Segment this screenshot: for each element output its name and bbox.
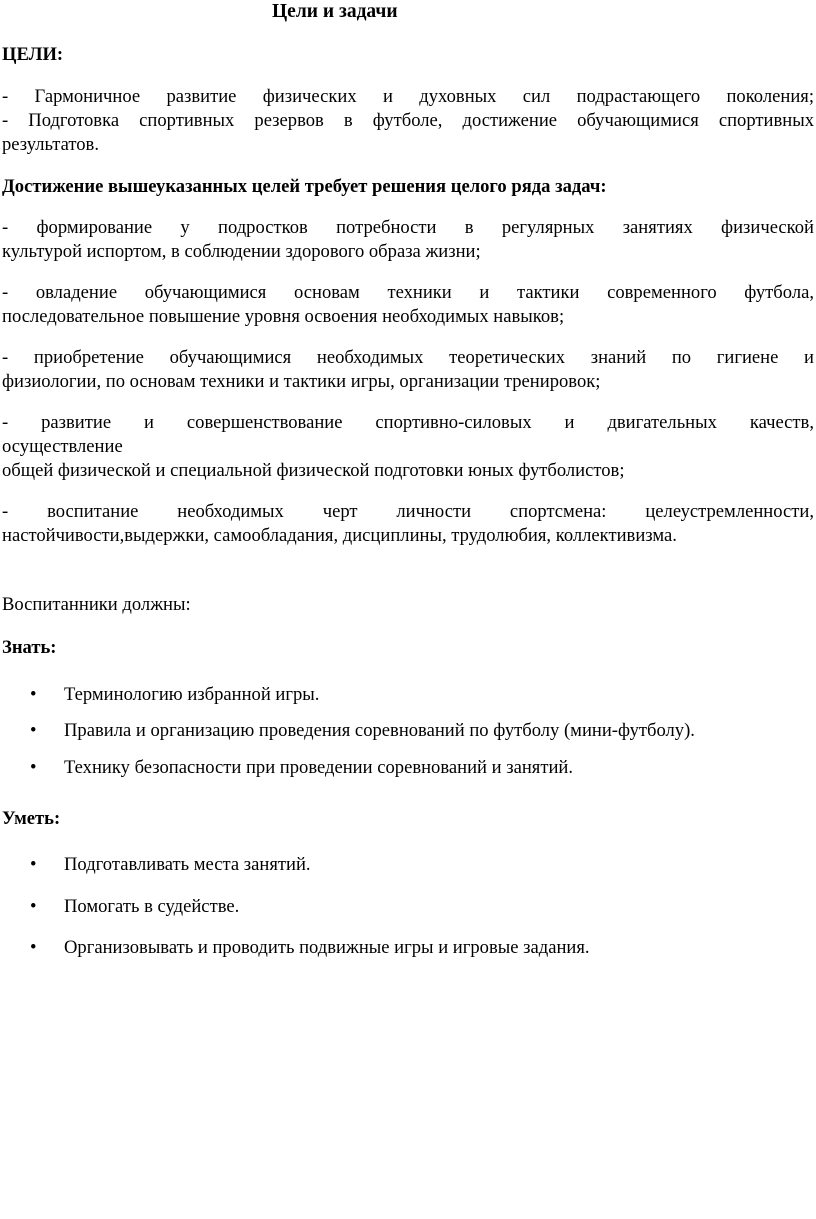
bullet-icon: •: [30, 720, 37, 741]
pupils-intro: Воспитанники должны:: [2, 594, 191, 615]
know-list-item: [30, 683, 319, 707]
bullet-icon: •: [30, 896, 37, 917]
know-list-item: [30, 756, 573, 780]
task-4-line-1: - развитие и совершенствование спортивно-силовых и двигательных качеств,: [2, 412, 814, 433]
task-1-line-1: - формирование у подростков потребности в регулярных занятиях физической: [2, 217, 814, 238]
task-3-line-1: - приобретение обучающимися необходимых теоретических знаний по гигиене и: [2, 347, 814, 368]
bullet-icon: •: [30, 937, 37, 958]
goals-heading: ЦЕЛИ:: [2, 44, 64, 65]
bullet-icon: •: [30, 684, 37, 705]
bullet-icon: •: [30, 757, 37, 778]
task-4-line-3: общей физической и специальной физической подготовки юных футболистов;: [2, 460, 625, 481]
task-2-line-2: последовательное повышение уровня освоения необходимых навыков;: [2, 306, 565, 327]
can-list-item: [30, 853, 311, 877]
know-item-text: Технику безопасности при проведении соревнований и занятий.: [64, 757, 574, 778]
know-item-text: Правила и организацию проведения соревнований по футболу (мини-футболу).: [64, 720, 695, 741]
can-list-item: [30, 895, 239, 919]
task-5-line-2: настойчивости,выдержки, самообладания, дисциплины, трудолюбия, коллективизма.: [2, 525, 677, 546]
know-heading: Знать:: [2, 637, 57, 658]
task-4-line-2: осуществление: [2, 436, 123, 457]
know-list-item: [30, 719, 695, 743]
goal-1-line-1: - Гармоничное развитие физических и духовных сил подрастающего поколения;: [2, 86, 814, 107]
task-5-line-1: - воспитание необходимых черт личности спортсмена: целеустремленности,: [2, 501, 814, 522]
tasks-heading: Достижение вышеуказанных целей требует решения целого ряда задач:: [2, 176, 607, 197]
can-heading: Уметь:: [2, 808, 61, 829]
can-item-text: Подготавливать места занятий.: [64, 854, 311, 875]
can-item-text: Организовывать и проводить подвижные игры и игровые задания.: [64, 937, 590, 958]
task-3-line-2: физиологии, по основам техники и тактики игры, организации тренировок;: [2, 371, 601, 392]
goal-2-line-1: - Подготовка спортивных резервов в футболе, достижение обучающимися спортивных: [2, 110, 814, 131]
can-list-item: [30, 936, 590, 960]
bullet-icon: •: [30, 854, 37, 875]
know-item-text: Терминологию избранной игры.: [64, 684, 320, 705]
can-item-text: Помогать в судействе.: [64, 896, 240, 917]
goal-2-line-2: результатов.: [2, 134, 99, 155]
document-title: Цели и задачи: [272, 1, 398, 22]
task-1-line-2: культурой испортом, в соблюдении здорового образа жизни;: [2, 241, 481, 262]
task-2-line-1: - овладение обучающимися основам техники и тактики современного футбола,: [2, 282, 814, 303]
